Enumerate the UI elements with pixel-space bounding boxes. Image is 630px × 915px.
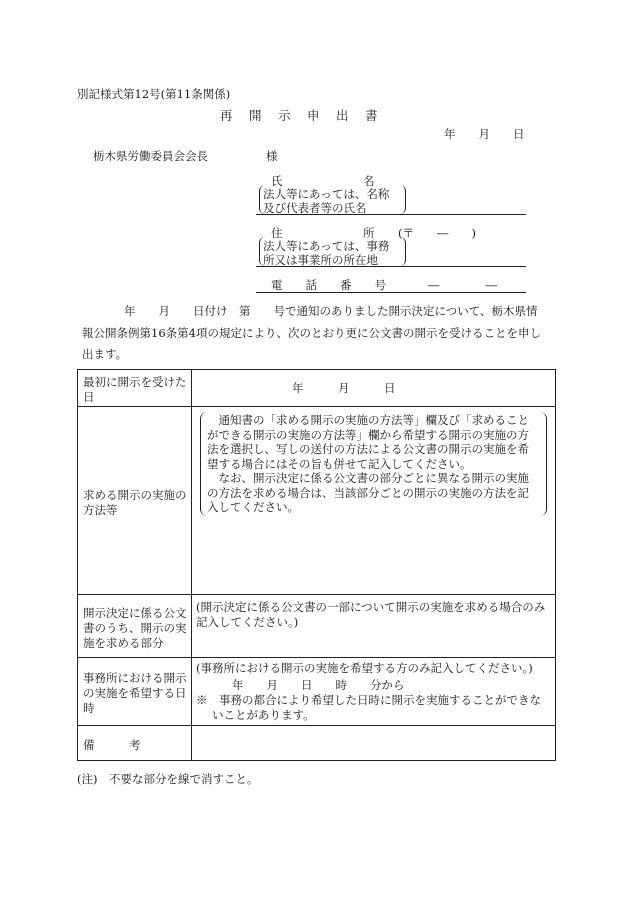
remarks-label: 備 考 <box>78 726 192 761</box>
name-note-line-2: 及び代表者等の氏名 <box>263 201 367 215</box>
postal-code-field[interactable]: (〒 ― ) <box>398 226 476 240</box>
first-disclosure-date-value: 年 月 日 <box>292 380 396 395</box>
addressee-suffix: 様 <box>266 149 278 163</box>
disclosure-method-cell[interactable] <box>192 407 556 595</box>
disclosure-method-note-1: 通知書の「求める開示の実施の方法等」欄及び「求めることができる開示の実施の方法等」欄から希望する開示の実施の方法を選択し、写しの送付の方法による公文書の開示の実施を希望する場合にはその旨も併せて記入してください。 <box>207 413 529 471</box>
name-field-line[interactable] <box>256 214 526 215</box>
preferred-datetime-cell[interactable] <box>192 658 556 726</box>
first-disclosure-date-label: 最初に開示を受けた日 <box>78 370 192 407</box>
page-title: 再 開 示 申 出 書 <box>220 108 380 123</box>
remarks-cell[interactable] <box>192 726 556 761</box>
disclosure-method-note-bracket <box>200 412 547 516</box>
address-field-line[interactable] <box>256 266 526 267</box>
addressee: 栃木県労働委員会会長 <box>93 149 208 163</box>
name-note-line-1: 法人等にあっては、名称 <box>263 187 390 201</box>
address-label: 住 所 <box>271 226 375 240</box>
target-portion-cell[interactable] <box>192 595 556 658</box>
date-line[interactable]: 年 月 日 <box>444 127 525 141</box>
disclosure-method-label: 求める開示の実施の方法等 <box>78 407 192 595</box>
preferred-datetime-note: (事務所における開示の実施を希望する方のみ記入してください。) <box>196 661 533 675</box>
disclosure-method-note-2: なお、開示決定に係る公文書の部分ごとに異なる開示の実施の方法を求める場合は、当該部分ごとの開示の実施の方法を記入してください。 <box>207 471 529 514</box>
first-disclosure-date-cell[interactable] <box>192 370 556 407</box>
form-number: 別記様式第12号(第11条関係) <box>77 87 231 101</box>
request-table <box>77 369 556 761</box>
phone-field-line[interactable] <box>256 292 526 293</box>
address-note-line-2: 所又は事業所の所在地 <box>263 253 378 267</box>
target-portion-note: (開示決定に係る公文書の一部について開示の実施を求める場合のみ記入してください。) <box>196 600 546 629</box>
body-text-line-2: 報公開条例第16条第4項の規定により、次のとおり更に公文書の開示を受けることを申し <box>82 326 541 340</box>
preferred-datetime-warning: ※ 事務の都合により希望した日時に開示を実施することができないことがあります。 <box>196 693 541 722</box>
body-text-line-1: 年 月 日付け 第 号で通知のありました開示決定について、栃木県情 <box>124 304 538 318</box>
preferred-datetime-value[interactable]: 年 月 日 時 分から <box>232 678 405 692</box>
phone-field[interactable]: ― ― <box>428 278 497 292</box>
name-label: 氏 名 <box>271 174 375 188</box>
body-text-line-3: 出ます。 <box>82 347 128 361</box>
phone-label: 電 話 番 号 <box>271 278 386 292</box>
preferred-datetime-label: 事務所における開示の実施を希望する日時 <box>78 658 192 726</box>
target-portion-label: 開示決定に係る公文書のうち、開示の実施を求める部分 <box>78 595 192 658</box>
footnote: (注) 不要な部分を線で消すこと。 <box>77 772 259 786</box>
address-note-line-1: 法人等にあっては、事務 <box>263 239 390 253</box>
